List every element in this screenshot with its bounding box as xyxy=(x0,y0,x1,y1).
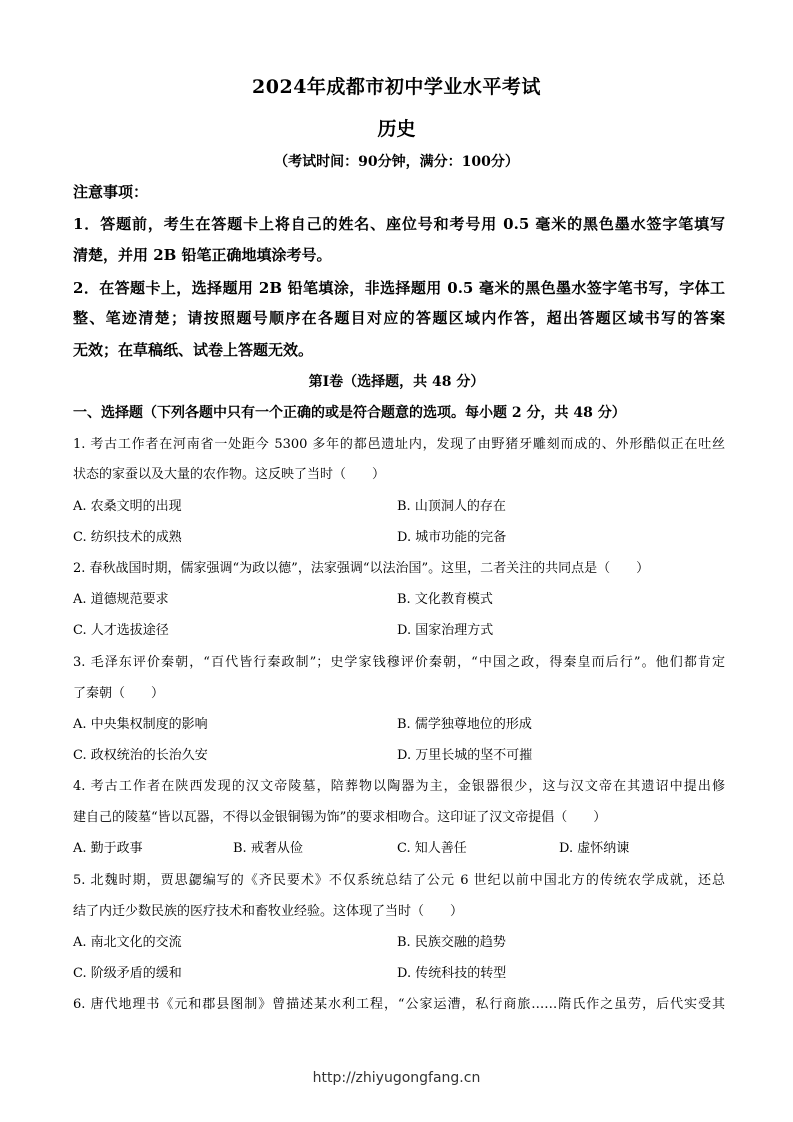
question-2-option-c: C. 人才选拔途径 xyxy=(73,623,169,638)
question-1-line-2: 状态的家蚕以及大量的农作物。这反映了当时（ ） xyxy=(73,467,386,482)
exam-title: 2024年成都市初中学业水平考试 xyxy=(252,76,541,98)
question-4-option-c: C. 知人善任 xyxy=(397,841,467,856)
question-4-option-b: B. 戒奢从俭 xyxy=(233,841,303,856)
question-2-option-a: A. 道德规范要求 xyxy=(73,592,169,607)
question-5-option-a: A. 南北文化的交流 xyxy=(73,935,182,950)
question-3-line-2: 了秦朝（ ） xyxy=(73,686,165,701)
question-1-option-a: A. 农桑文明的出现 xyxy=(73,499,182,514)
question-3-option-b: B. 儒学独尊地位的形成 xyxy=(397,717,532,732)
question-5-option-b: B. 民族交融的趋势 xyxy=(397,935,506,950)
section-heading: 一、选择题（下列各题中只有一个正确的或是符合题意的选项。每小题 2 分，共 48 分） xyxy=(73,405,626,421)
question-1-line-1: 1. 考古工作者在河南省一处距今 5300 多年的都邑遗址内，发现了由野猪牙雕刻而成的、外形酷似正在吐丝 xyxy=(73,437,725,452)
question-5-option-d: D. 传统科技的转型 xyxy=(397,966,507,981)
question-5-line-2: 结了内迁少数民族的医疗技术和畜牧业经验。这体现了当时（ ） xyxy=(73,904,464,919)
notice-item-2-line-1: 2．在答题卡上，选择题用 2B 铅笔填涂，非选择题用 0.5 毫米的黑色墨水签字笔书写，字体工 xyxy=(73,279,725,297)
subject-title: 历史 xyxy=(377,118,416,140)
question-2-line-1: 2. 春秋战国时期，儒家强调“为政以德”，法家强调“以法治国”。这里，二者关注的共同点是（ ） xyxy=(73,561,650,576)
notice-item-2-line-2: 整、笔迹清楚；请按照题号顺序在各题目对应的答题区域内作答，超出答题区域书写的答案 xyxy=(73,309,725,327)
question-3-option-c: C. 政权统治的长治久安 xyxy=(73,748,208,763)
exam-info: （考试时间：90分钟，满分：100分） xyxy=(274,154,519,170)
question-2-option-b: B. 文化教育模式 xyxy=(397,592,493,607)
notice-item-1-line-1: 1．答题前，考生在答题卡上将自己的姓名、座位号和考号用 0.5 毫米的黑色墨水签字笔填写 xyxy=(73,215,725,233)
notice-item-2-line-3: 无效；在草稿纸、试卷上答题无效。 xyxy=(73,341,314,359)
notice-heading: 注意事项： xyxy=(73,183,149,201)
footer-url: http://zhiyugongfang.cn xyxy=(312,1070,481,1086)
question-4-line-1: 4. 考古工作者在陕西发现的汉文帝陵墓，陪葬物以陶器为主，金银器很少，这与汉文帝在其遗诏中提出修 xyxy=(73,779,725,794)
question-3-line-1: 3. 毛泽东评价秦朝，“百代皆行秦政制”；史学家钱穆评价秦朝，“中国之政，得秦皇而后行”。他们都肯定 xyxy=(73,655,725,670)
question-6-line-1: 6. 唐代地理书《元和郡县图制》曾描述某水利工程，“公家运漕，私行商旅……隋氏作之虽劳，后代实受其 xyxy=(73,997,725,1012)
question-5-line-1: 5. 北魏时期，贾思勰编写的《齐民要术》不仅系统总结了公元 6 世纪以前中国北方的传统农学成就，还总 xyxy=(73,873,725,888)
question-4-option-d: D. 虚怀纳谏 xyxy=(559,841,630,856)
question-2-option-d: D. 国家治理方式 xyxy=(397,623,494,638)
notice-item-1-line-2: 清楚，并用 2B 铅笔正确地填涂考号。 xyxy=(73,246,332,264)
question-1-option-c: C. 纺织技术的成熟 xyxy=(73,530,182,545)
question-4-line-2: 建自己的陵墓“皆以瓦器，不得以金银铜锡为饰”的要求相吻合。这印证了汉文帝提倡（ ） xyxy=(73,810,607,825)
question-3-option-d: D. 万里长城的坚不可摧 xyxy=(397,748,533,763)
section-title: 第Ⅰ卷（选择题，共 48 分） xyxy=(308,374,485,390)
question-1-option-b: B. 山顶洞人的存在 xyxy=(397,499,506,514)
question-1-option-d: D. 城市功能的完备 xyxy=(397,530,507,545)
question-5-option-c: C. 阶级矛盾的缓和 xyxy=(73,966,182,981)
question-3-option-a: A. 中央集权制度的影响 xyxy=(73,717,208,732)
question-4-option-a: A. 勤于政事 xyxy=(73,841,143,856)
